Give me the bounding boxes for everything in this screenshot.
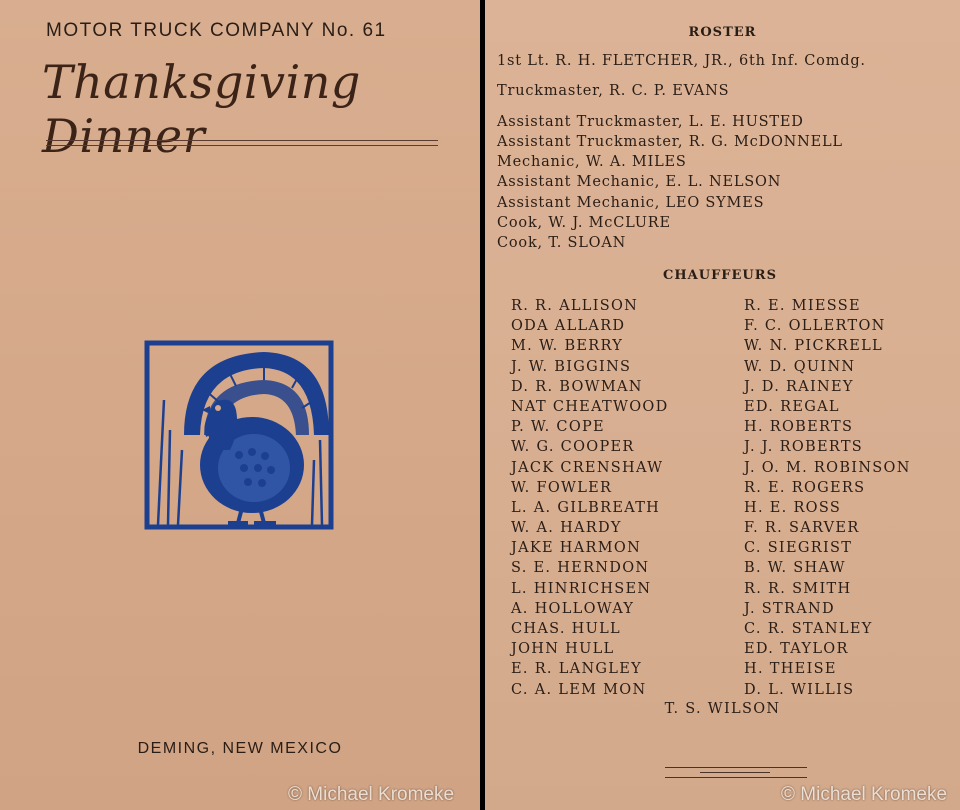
chauffeur-name: L. A. GILBREATH <box>511 499 661 516</box>
chauffeur-name: J. W. BIGGINS <box>511 358 632 375</box>
chauffeur-name: P. W. COPE <box>511 419 605 436</box>
chauffeur-name: R. E. MIESSE <box>744 298 861 314</box>
officer-line: Assistant Mechanic, E. L. NELSON <box>497 174 782 190</box>
chauffeur-name: C. A. LEM MON <box>511 681 647 698</box>
chauffeur-name: L. HINRICHSEN <box>511 580 652 597</box>
chauffeur-name: S. E. HERNDON <box>511 560 650 577</box>
chauffeur-name: JOHN HULL <box>511 641 615 658</box>
chauffeur-name: J. STRAND <box>744 600 835 617</box>
chauffeur-name: D. L. WILLIS <box>744 681 855 698</box>
roster-page <box>485 0 960 810</box>
officer-line: Cook, W. J. McCLURE <box>497 215 671 231</box>
chauffeur-name: F. R. SARVER <box>744 520 860 537</box>
chauffeur-name: J. D. RAINEY <box>744 378 854 395</box>
chauffeur-name: M. W. BERRY <box>511 338 624 355</box>
chauffeur-name: ED. REGAL <box>744 398 840 415</box>
chauffeur-name: F. C. OLLERTON <box>744 318 886 335</box>
chauffeur-name: H. THEISE <box>744 661 837 678</box>
chauffeur-name: H. ROBERTS <box>744 419 854 436</box>
chauffeur-name: ED. TAYLOR <box>744 641 849 658</box>
chauffeur-name: J. O. M. ROBINSON <box>744 459 911 476</box>
officer-line: Cook, T. SLOAN <box>497 235 627 251</box>
chauffeur-name: CHAS. HULL <box>511 621 621 637</box>
officer-line: Assistant Mechanic, LEO SYMES <box>497 195 765 211</box>
chauffeur-name: H. E. ROSS <box>744 499 842 516</box>
chauffeur-name: R. R. ALLISON <box>511 298 639 314</box>
closing-rule-3 <box>665 777 807 778</box>
watermark-right: © Michael Kromeke <box>781 784 948 805</box>
title-rule-bottom <box>46 145 438 146</box>
chauffeur-name: E. R. LANGLEY <box>511 661 642 678</box>
officer-line: Mechanic, W. A. MILES <box>497 154 687 170</box>
chauffeur-name: W. D. QUINN <box>744 358 856 375</box>
title-rule-top <box>46 140 438 141</box>
chauffeur-name: JACK CRENSHAW <box>511 459 664 476</box>
dinner-title: Thanksgiving Dinner <box>42 55 361 163</box>
chauffeurs-right-column <box>744 296 911 700</box>
chauffeur-name: C. R. STANLEY <box>744 621 873 637</box>
company-name: MOTOR TRUCK COMPANY No. 61 <box>46 20 387 41</box>
officer-line: Truckmaster, R. C. P. EVANS <box>497 83 730 99</box>
chauffeur-name: C. SIEGRIST <box>744 540 853 557</box>
chauffeur-name: J. J. ROBERTS <box>744 439 864 456</box>
chauffeur-name: JAKE HARMON <box>511 540 642 557</box>
chauffeur-last: T. S. WILSON <box>664 701 781 717</box>
chauffeurs-heading: CHAUFFEURS <box>663 268 777 283</box>
closing-rule-2 <box>700 772 770 773</box>
chauffeur-name: R. E. ROGERS <box>744 479 866 496</box>
officer-line: 1st Lt. R. H. FLETCHER, JR., 6th Inf. Comdg. <box>497 53 866 69</box>
officer-line: Assistant Truckmaster, R. G. McDONNELL <box>497 134 843 150</box>
chauffeur-name: W. N. PICKRELL <box>744 338 883 355</box>
chauffeur-name: A. HOLLOWAY <box>511 600 635 617</box>
roster-heading: ROSTER <box>688 25 757 40</box>
chauffeur-name: NAT CHEATWOOD <box>511 398 669 415</box>
location: DEMING, NEW MEXICO <box>137 740 343 757</box>
chauffeur-name: R. R. SMITH <box>744 580 852 597</box>
chauffeur-name: B. W. SHAW <box>744 560 846 577</box>
closing-rule-1 <box>665 767 807 768</box>
officer-line: Assistant Truckmaster, L. E. HUSTED <box>497 114 804 130</box>
chauffeur-name: W. G. COOPER <box>511 439 635 456</box>
chauffeurs-left-column <box>511 296 669 700</box>
chauffeur-name: W. FOWLER <box>511 479 613 496</box>
watermark-left: © Michael Kromeke <box>288 784 455 805</box>
turkey-illustration <box>144 340 334 530</box>
chauffeur-name: ODA ALLARD <box>511 318 626 335</box>
chauffeur-name: W. A. HARDY <box>511 520 622 537</box>
chauffeur-name: D. R. BOWMAN <box>511 378 643 395</box>
